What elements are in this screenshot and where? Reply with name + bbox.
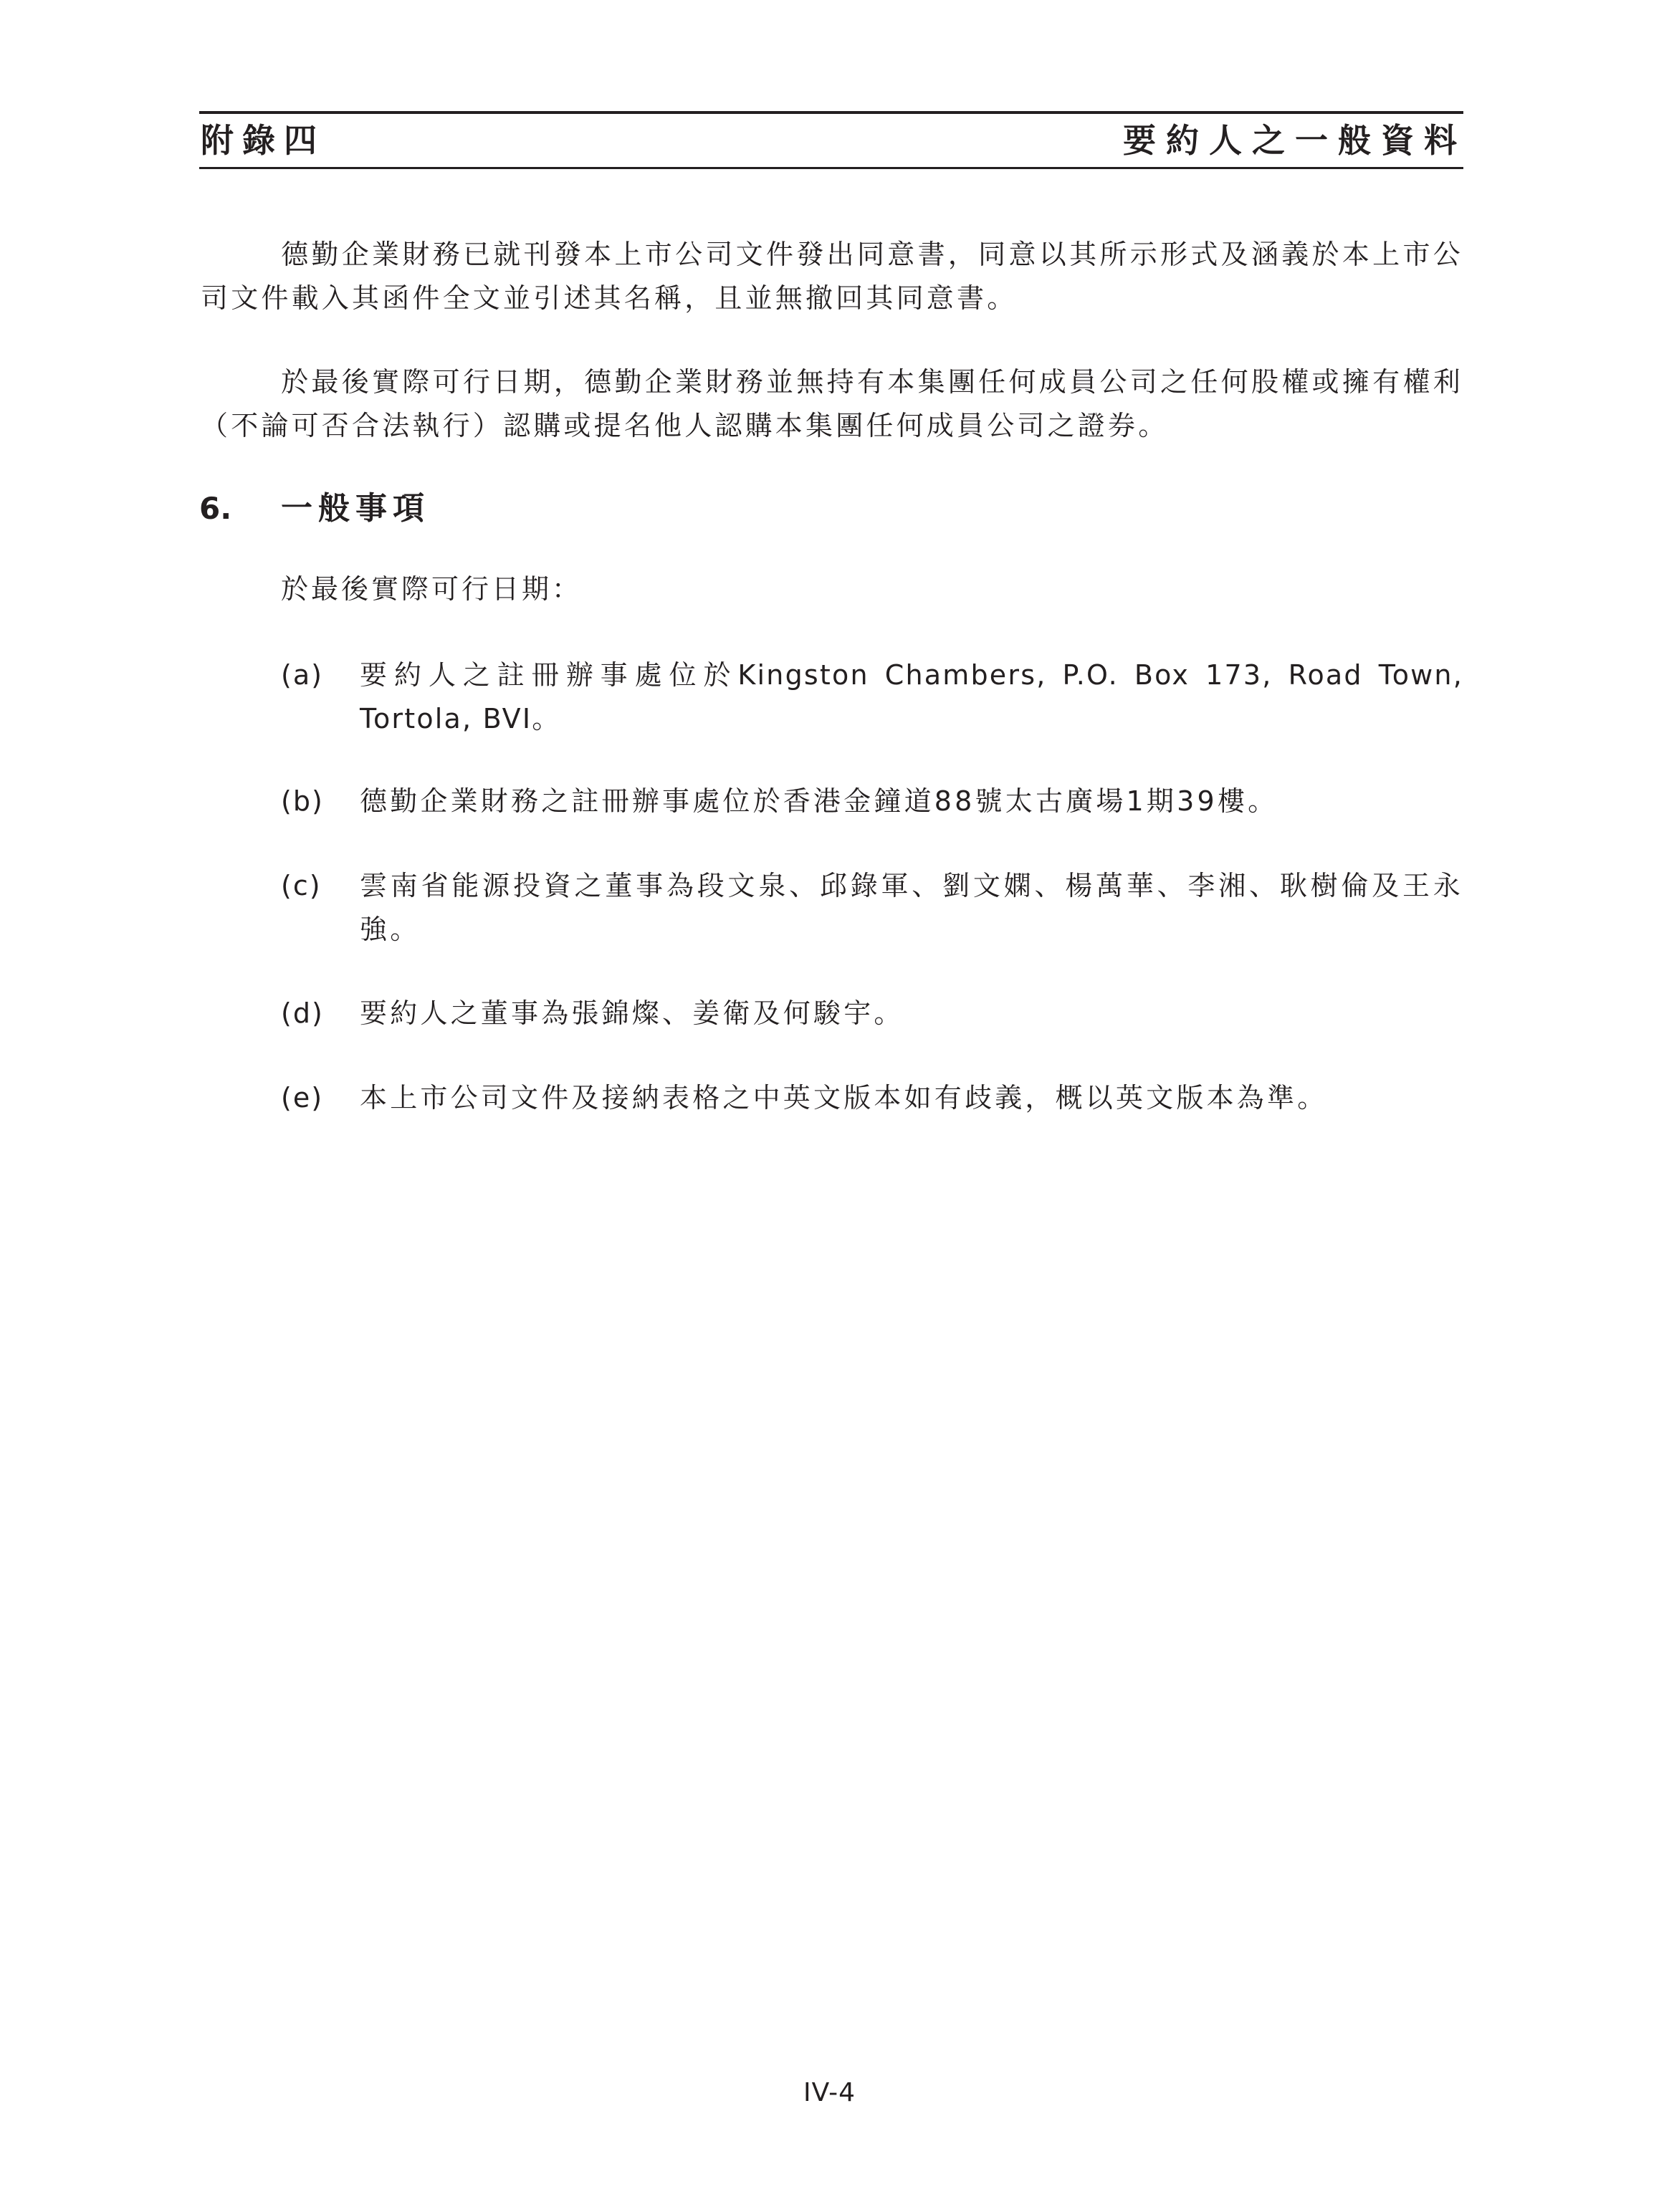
list-item-text: 本上市公司文件及接納表格之中英文版本如有歧義，概以英文版本為準。 — [360, 1082, 1328, 1114]
list-item-label: (e) — [281, 1082, 324, 1114]
list-item-text: 德勤企業財務之註冊辦事處位於香港金鐘道88號太古廣場1期39樓。 — [360, 785, 1278, 817]
header-bottom-rule — [199, 167, 1463, 169]
list-item-label: (d) — [281, 997, 324, 1029]
list-item-text: 要約人之董事為張錦燦、姜衛及何駿宇。 — [360, 997, 904, 1029]
list-item-text: 雲南省能源投資之董事為段文泉、邱錄軍、劉文嫻、楊萬華、李湘、耿樹倫及王永強。 — [360, 870, 1463, 945]
list-item-label: (c) — [281, 870, 322, 901]
paragraph-consent — [201, 233, 1463, 320]
paragraph-consent-text: 德勤企業財務已就刊發本上市公司文件發出同意書，同意以其所示形式及涵義於本上市公司文件載入其函件全文並引述其名稱，且並無撤回其同意書。 — [201, 239, 1463, 314]
list-item-label: (a) — [281, 659, 323, 691]
page-number: IV-4 — [803, 2078, 856, 2107]
paragraph-interests-text: 於最後實際可行日期，德勤企業財務並無持有本集團任何成員公司之任何股權或擁有權利（不論可否合法執行）認購或提名他人認購本集團任何成員公司之證券。 — [201, 366, 1463, 441]
appendix-title: 要約人之一般資料 — [1123, 121, 1467, 160]
appendix-label: 附錄四 — [201, 121, 325, 160]
list-item-text: 要約人之註冊辦事處位於Kingston Chambers, P.O. Box 173, Road Town, Tortola, BVI。 — [360, 659, 1463, 734]
list-item-label: (b) — [281, 785, 324, 817]
section-title: 一般事項 — [281, 490, 430, 527]
section-intro: 於最後實際可行日期： — [281, 573, 583, 605]
section-number: 6. — [199, 491, 232, 526]
paragraph-interests — [201, 360, 1463, 448]
header-top-rule — [199, 111, 1463, 114]
